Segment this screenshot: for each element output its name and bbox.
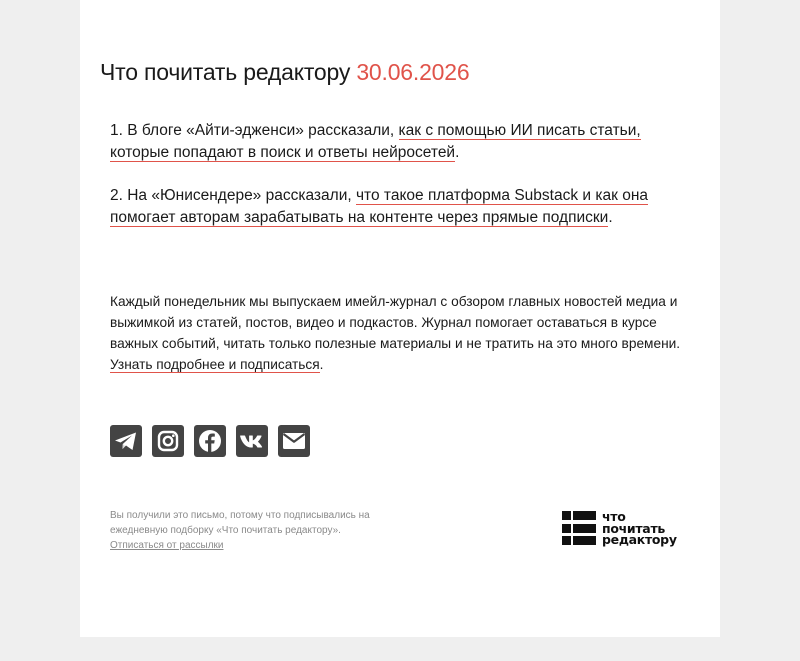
footer-notice [110, 508, 400, 553]
telegram-icon[interactable] [110, 425, 142, 457]
about-text: Каждый понедельник мы выпускаем имейл-журнал с обзором главных новостей медиа и выжимкой из статей, постов, видео и подкастов. Журнал помогает оставаться в курсе важных событий, читать только полезные материалы и не тратить на это много времени. [110, 294, 681, 351]
logo-line: почитать [602, 520, 665, 536]
instagram-icon[interactable] [152, 425, 184, 457]
unsubscribe-link[interactable]: Отписаться от рассылки [110, 540, 224, 551]
article-link[interactable]: как с помощью ИИ писать статьи, которые попадают в поиск и ответы нейросетей [110, 122, 641, 161]
subscribe-link[interactable]: Узнать подробнее и подписаться [110, 357, 320, 372]
social-links [110, 425, 320, 457]
email-icon[interactable] [278, 425, 310, 457]
logo-wordmark [602, 511, 677, 546]
vk-icon[interactable] [236, 425, 268, 457]
title-text: Что почитать редактору [100, 59, 351, 85]
about-paragraph [110, 291, 695, 375]
logo-icon [562, 511, 596, 545]
list-item [110, 120, 680, 164]
issue-date: 30.06.2026 [356, 59, 470, 85]
item-prefix: 2. На «Юнисендере» рассказали, [110, 187, 356, 204]
subscription-notice: Вы получили это письмо, потому что подписывались на ежедневную подборку «Что почитать редактору». [110, 510, 370, 536]
item-suffix: . [608, 209, 613, 226]
brand-logo [562, 511, 677, 546]
item-prefix: 1. В блоге «Айти-эдженси» рассказали, [110, 122, 399, 139]
about-suffix: . [319, 357, 324, 372]
item-suffix: . [455, 144, 460, 161]
list-item [110, 185, 680, 229]
logo-line: редактору [602, 532, 677, 547]
logo-line: что [602, 509, 626, 524]
page-title [100, 59, 469, 86]
article-link[interactable]: что такое платформа Substack и как она помогает авторам зарабатывать на контенте через прямые подписки [110, 187, 648, 226]
facebook-icon[interactable] [194, 425, 226, 457]
newsletter-card [80, 0, 720, 637]
